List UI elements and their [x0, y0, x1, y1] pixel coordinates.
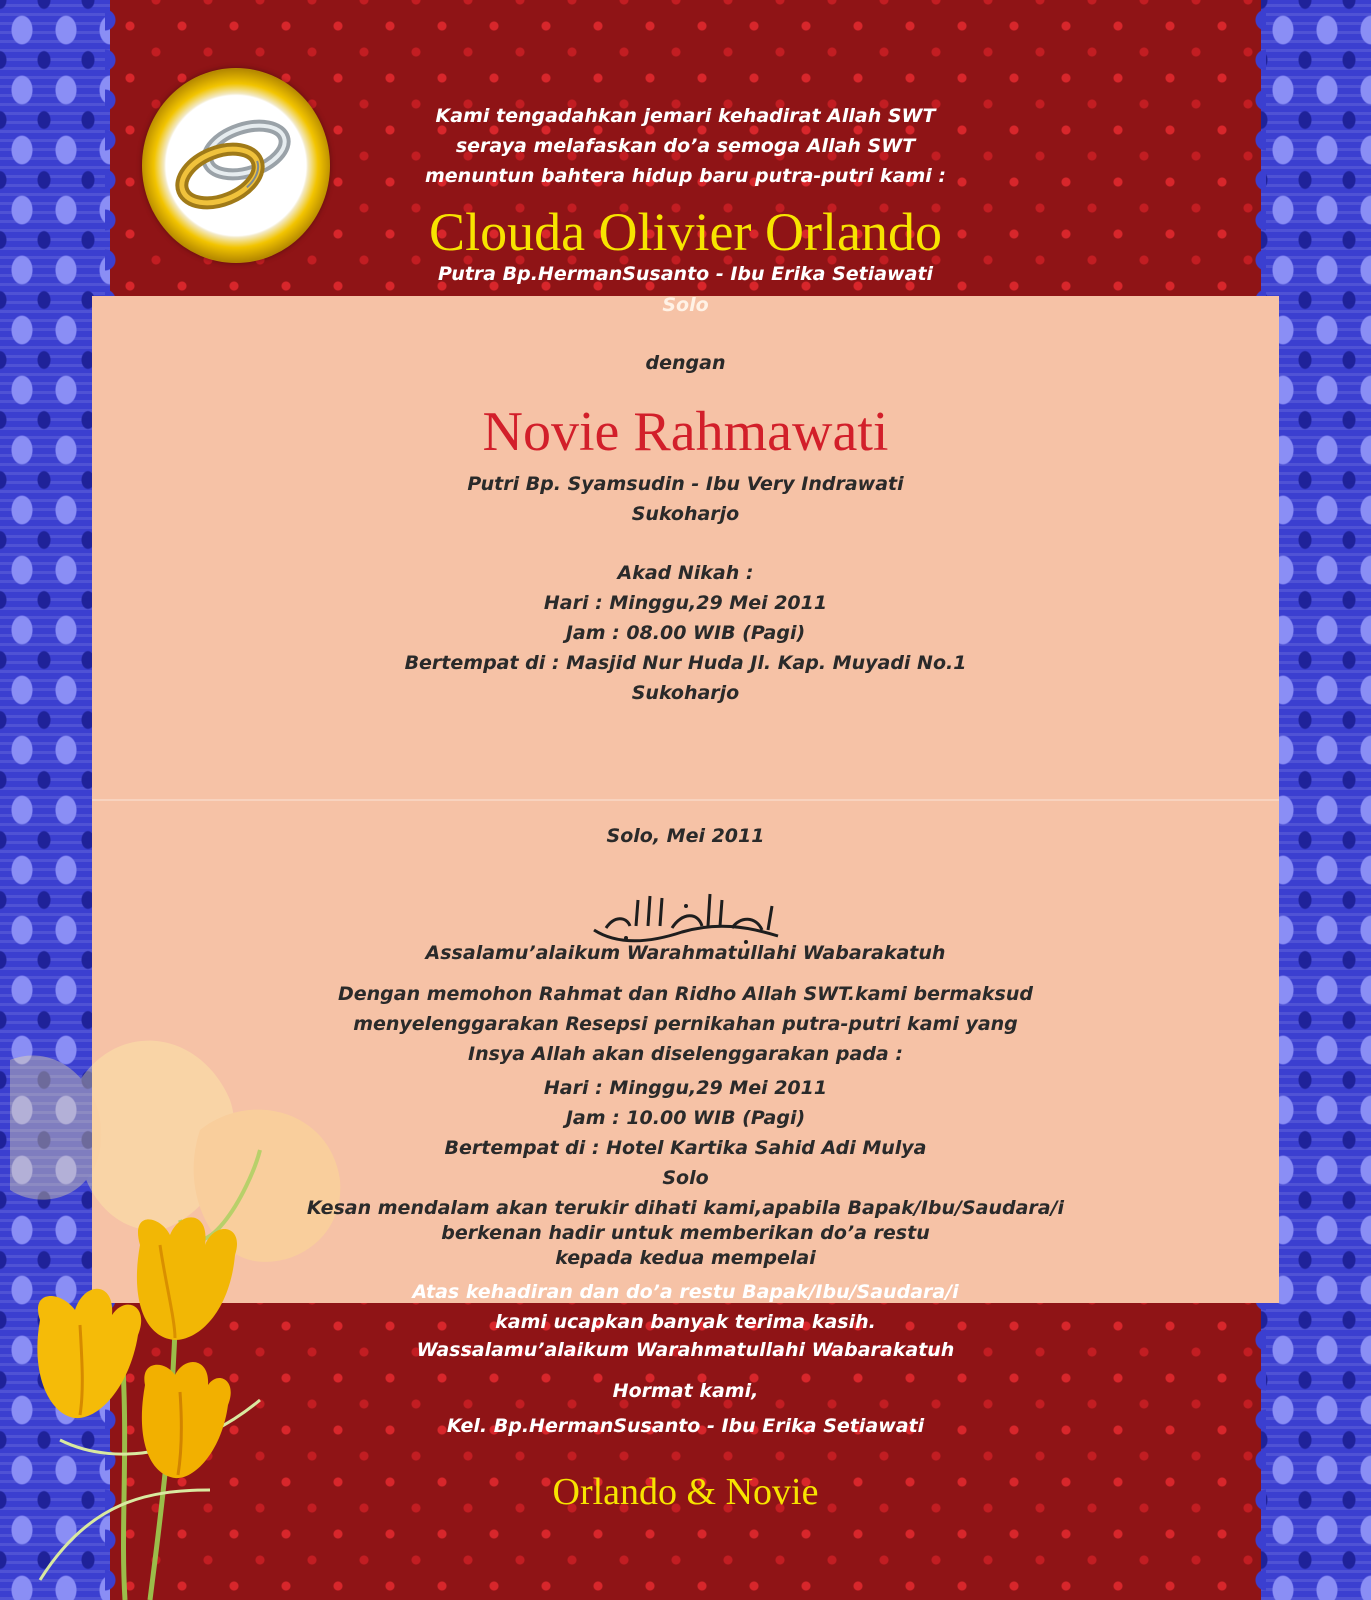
thanks-line-1: Atas kehadiran dan do’a restu Bapak/Ibu/Saudara/i — [412, 1281, 959, 1303]
intro-line-1: Kami tengadahkan jemari kehadirat Allah SWT — [435, 105, 936, 127]
groom-name: Clouda Olivier Orlando — [429, 202, 942, 262]
intro-line-3: menuntun bahtera hidup baru putra-putri kami : — [424, 165, 947, 187]
intro-line-2: seraya melafaskan do’a semoga Allah SWT — [455, 135, 916, 157]
akad-title: Akad Nikah : — [617, 562, 754, 584]
groom-city: Solo — [662, 294, 709, 316]
bride-parents: Putri Bp. Syamsudin - Ibu Very Indrawati — [467, 473, 904, 495]
resepsi-time: Jam : 10.00 WIB (Pagi) — [565, 1107, 806, 1129]
couple-signature: Orlando & Novie — [552, 1471, 819, 1513]
closing-line-3: kepada kedua mempelai — [555, 1247, 816, 1269]
closing-line-2: berkenan hadir untuk memberikan do’a restu — [441, 1222, 930, 1244]
bride-city: Sukoharjo — [631, 503, 740, 525]
akad-time: Jam : 08.00 WIB (Pagi) — [565, 622, 806, 644]
resepsi-city: Solo — [662, 1167, 709, 1189]
akad-city: Sukoharjo — [631, 682, 740, 704]
groom-parents: Putra Bp.HermanSusanto - Ibu Erika Setiawati — [437, 263, 934, 285]
letter-date: Solo, Mei 2011 — [606, 825, 765, 847]
bride-name: Novie Rahmawati — [482, 401, 889, 463]
family-signature: Kel. Bp.HermanSusanto - Ibu Erika Setiawati — [446, 1415, 925, 1437]
greeting: Assalamu’alaikum Warahmatullahi Wabarakatuh — [425, 942, 946, 964]
letter-body-1: Dengan memohon Rahmat dan Ridho Allah SWT.kami bermaksud — [337, 983, 1033, 1005]
bismillah-calligraphy-icon — [586, 886, 786, 948]
resepsi-day: Hari : Minggu,29 Mei 2011 — [543, 1077, 828, 1099]
farewell-salam: Wassalamu’alaikum Warahmatullahi Wabarakatuh — [416, 1339, 955, 1361]
akad-place: Bertempat di : Masjid Nur Huda Jl. Kap. Muyadi No.1 — [404, 652, 967, 674]
fold-line — [92, 799, 1279, 801]
letter-body-3: Insya Allah akan diselenggarakan pada : — [468, 1043, 903, 1065]
hormat-kami: Hormat kami, — [612, 1380, 759, 1402]
closing-line-1: Kesan mendalam akan terukir dihati kami,apabila Bapak/Ibu/Saudara/i — [306, 1197, 1065, 1219]
akad-day: Hari : Minggu,29 Mei 2011 — [543, 592, 828, 614]
resepsi-place: Bertempat di : Hotel Kartika Sahid Adi Mulya — [444, 1137, 927, 1159]
letter-body-2: menyelenggarakan Resepsi pernikahan putra-putri kami yang — [353, 1013, 1018, 1035]
thanks-line-2: kami ucapkan banyak terima kasih. — [495, 1311, 876, 1333]
connector-text: dengan — [645, 352, 726, 374]
